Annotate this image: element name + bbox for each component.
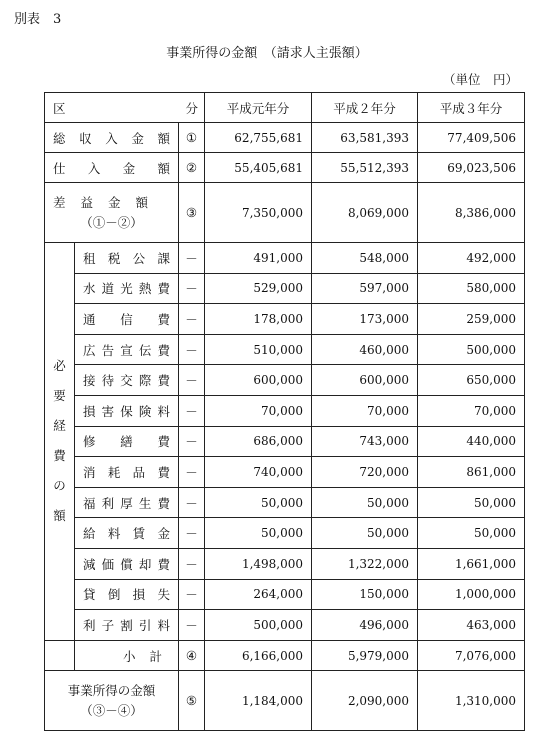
value-cell: 70,000 [312,395,418,426]
expense-label: 水道光熱費 [75,273,179,304]
expense-group-char: 必 [53,358,66,374]
table-row [45,671,525,731]
expense-row [45,304,525,335]
row-symbol: － [179,304,205,335]
value-cell: 77,409,506 [418,123,525,153]
value-cell: 50,000 [418,487,525,518]
value-cell: 70,000 [205,395,312,426]
value-cell: 259,000 [418,304,525,335]
expense-row [45,579,525,610]
value-cell: 463,000 [418,610,525,641]
row-symbol: － [179,334,205,365]
value-cell: 686,000 [205,426,312,457]
value-cell: 8,386,000 [418,183,525,243]
value-cell: 1,000,000 [418,579,525,610]
value-cell: 500,000 [205,610,312,641]
expense-group-char: 経 [53,418,66,434]
value-cell: 861,000 [418,457,525,488]
row-symbol: － [179,365,205,396]
subtotal-label: 小計 [75,640,179,671]
value-cell: 720,000 [312,457,418,488]
row-symbol: ⑤ [179,671,205,731]
value-cell: 600,000 [205,365,312,396]
row-symbol: － [179,457,205,488]
expense-row [45,365,525,396]
row-symbol: ③ [179,183,205,243]
expense-row [45,334,525,365]
year-header: 平成２年分 [312,93,418,123]
table-row [45,123,525,153]
expense-group-char: 要 [53,388,66,404]
expense-row [45,395,525,426]
row-label: 総収入金額 [45,123,179,153]
row-symbol: － [179,579,205,610]
expense-group-char: 費 [53,448,66,464]
row-symbol: ② [179,153,205,183]
expense-row [45,610,525,641]
value-cell: 50,000 [312,518,418,549]
value-cell: 63,581,393 [312,123,418,153]
row-symbol: － [179,487,205,518]
expense-row [45,273,525,304]
value-cell: 492,000 [418,243,525,274]
expense-label: 租税公課 [75,243,179,274]
value-cell: 7,076,000 [418,640,525,671]
value-cell: 55,512,393 [312,153,418,183]
expense-label: 修繕費 [75,426,179,457]
expense-label: 消耗品費 [75,457,179,488]
header-row [45,93,525,123]
header-bun: 分 [185,101,199,116]
row-label: 仕入金額 [45,153,179,183]
table-row [45,153,525,183]
expense-label: 損害保険料 [75,395,179,426]
value-cell: 1,310,000 [418,671,525,731]
value-cell: 50,000 [312,487,418,518]
value-cell: 8,069,000 [312,183,418,243]
value-cell: 460,000 [312,334,418,365]
appendix-label: 別表 3 [14,12,62,27]
value-cell: 178,000 [205,304,312,335]
expense-label: 給料賃金 [75,518,179,549]
year-header: 平成３年分 [418,93,525,123]
row-symbol: － [179,548,205,579]
expense-label: 福利厚生費 [75,487,179,518]
value-cell: 173,000 [312,304,418,335]
value-cell: 1,322,000 [312,548,418,579]
row-symbol: － [179,610,205,641]
value-cell: 548,000 [312,243,418,274]
row-label-cell [45,183,179,243]
row-symbol: ④ [179,640,205,671]
value-cell: 491,000 [205,243,312,274]
header-ku: 区 [53,101,66,116]
expense-label: 減価償却費 [75,548,179,579]
value-cell: 50,000 [418,518,525,549]
value-cell: 150,000 [312,579,418,610]
expense-group-label [45,243,75,641]
value-cell: 580,000 [418,273,525,304]
row-formula: （①－②） [80,214,143,230]
header-category-cell [45,93,205,123]
value-cell: 597,000 [312,273,418,304]
expense-row [45,487,525,518]
value-cell: 529,000 [205,273,312,304]
expense-label: 通信費 [75,304,179,335]
value-cell: 264,000 [205,579,312,610]
value-cell: 70,000 [418,395,525,426]
row-symbol: － [179,273,205,304]
value-cell: 55,405,681 [205,153,312,183]
value-cell: 69,023,506 [418,153,525,183]
unit-label: （単位 円） [442,72,518,87]
expense-row [45,548,525,579]
page-title: 事業所得の金額 （請求人主張額） [166,46,368,61]
row-symbol: － [179,426,205,457]
value-cell: 2,090,000 [312,671,418,731]
value-cell: 62,755,681 [205,123,312,153]
row-label: 差益金額 [53,194,148,210]
expense-group-char: の [53,478,66,494]
value-cell: 5,979,000 [312,640,418,671]
row-symbol: ① [179,123,205,153]
expense-row [45,518,525,549]
expense-group-char: 額 [53,508,66,524]
value-cell: 6,166,000 [205,640,312,671]
value-cell: 1,184,000 [205,671,312,731]
row-label: 事業所得の金額 [67,682,156,698]
expense-row [45,640,525,671]
value-cell: 743,000 [312,426,418,457]
value-cell: 7,350,000 [205,183,312,243]
row-symbol: － [179,518,205,549]
business-income-table [44,92,525,731]
expense-label: 広告宣伝費 [75,334,179,365]
row-symbol: － [179,395,205,426]
expense-row [45,243,525,274]
expense-row [45,457,525,488]
expense-row [45,426,525,457]
value-cell: 1,498,000 [205,548,312,579]
expense-label: 利子割引料 [75,610,179,641]
row-label-cell [45,671,179,731]
value-cell: 50,000 [205,487,312,518]
value-cell: 510,000 [205,334,312,365]
year-header: 平成元年分 [205,93,312,123]
value-cell: 500,000 [418,334,525,365]
value-cell: 440,000 [418,426,525,457]
value-cell: 496,000 [312,610,418,641]
value-cell: 50,000 [205,518,312,549]
value-cell: 740,000 [205,457,312,488]
table-row [45,183,525,243]
expense-label: 貸倒損失 [75,579,179,610]
value-cell: 650,000 [418,365,525,396]
value-cell: 1,661,000 [418,548,525,579]
value-cell: 600,000 [312,365,418,396]
row-symbol: － [179,243,205,274]
empty-cell [45,640,75,671]
row-formula: （③－④） [80,702,143,718]
expense-label: 接待交際費 [75,365,179,396]
